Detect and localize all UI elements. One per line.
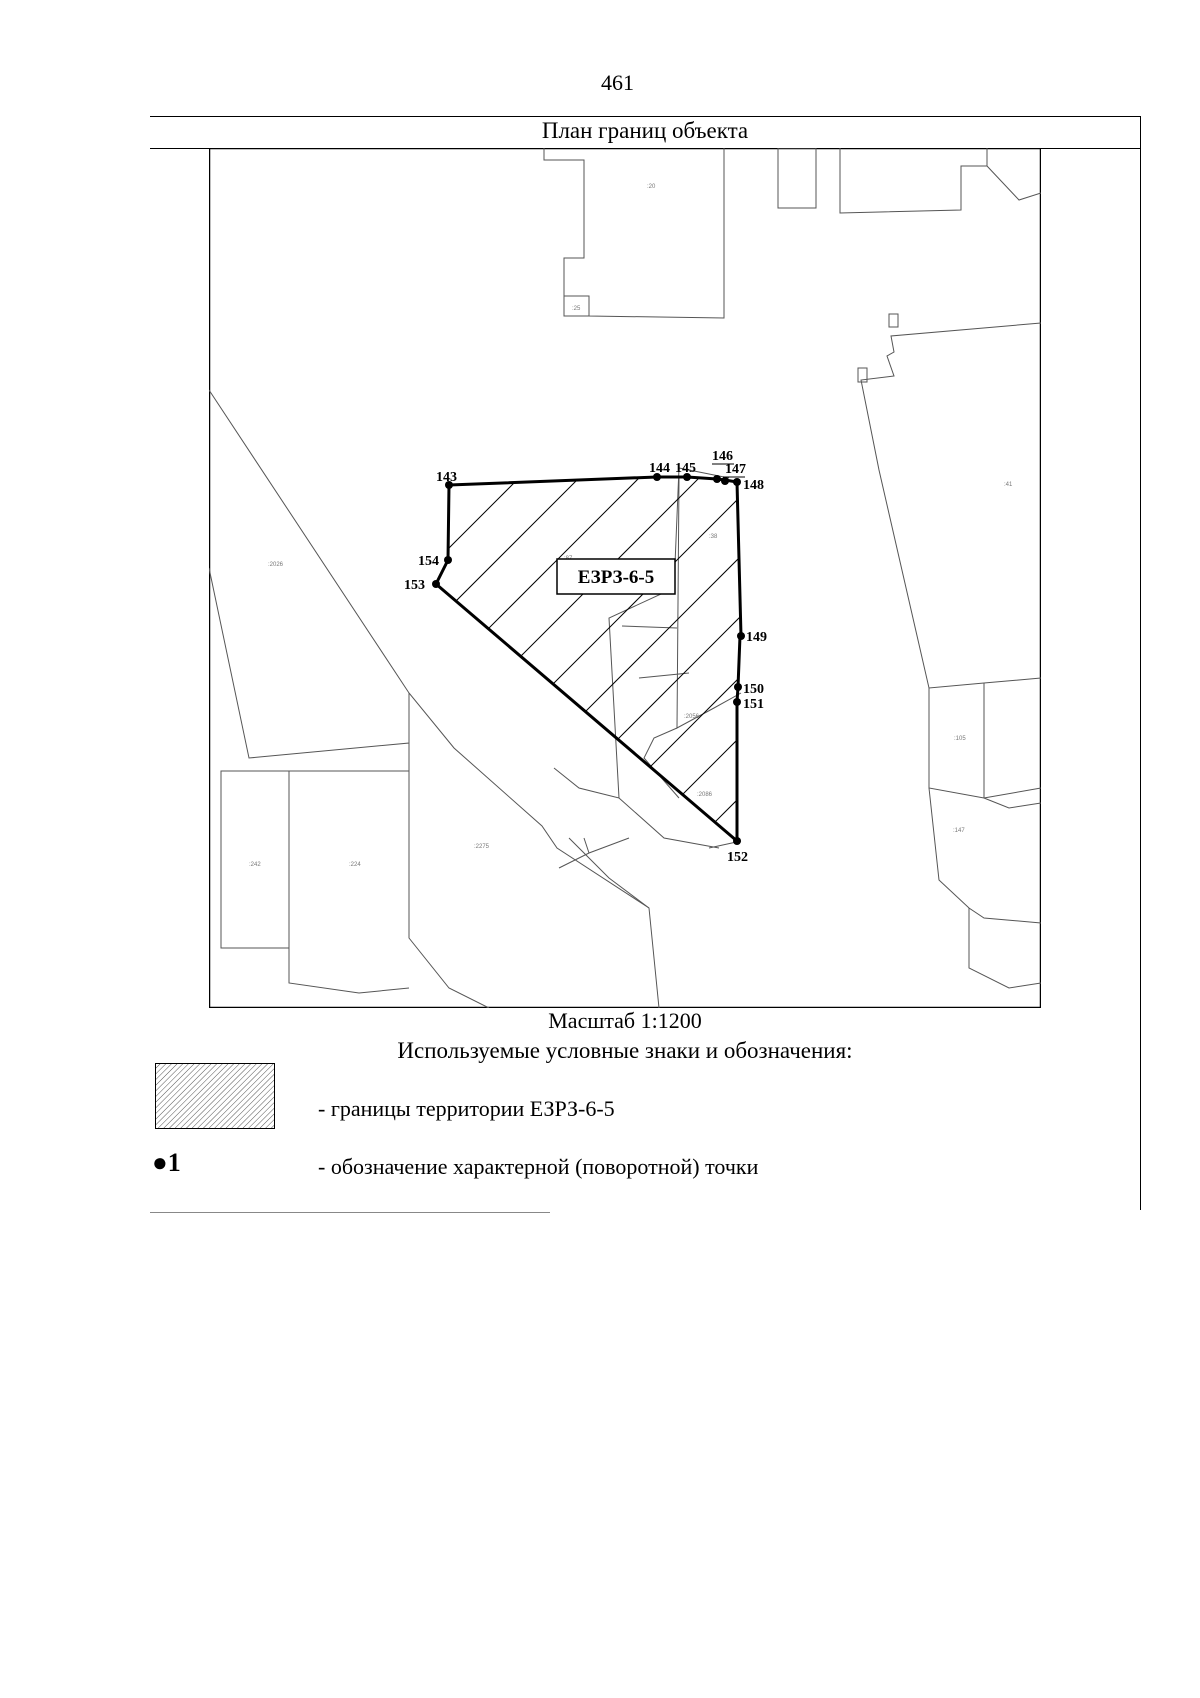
svg-text::242: :242 <box>249 862 261 868</box>
frame-top-line <box>150 116 1140 117</box>
svg-text::224: :224 <box>349 862 361 868</box>
legend-hatch-swatch <box>155 1063 275 1129</box>
svg-text::2086: :2086 <box>697 792 713 798</box>
point-label-151: 151 <box>743 697 764 712</box>
svg-text::41: :41 <box>1004 482 1013 488</box>
point-label-152: 152 <box>727 850 748 865</box>
legend-point-number: 1 <box>167 1148 181 1177</box>
legend-zone-text: - границы территории ЕЗРЗ-6-5 <box>318 1096 615 1121</box>
point-label-147: 147 <box>725 462 746 477</box>
scale-caption: Масштаб 1:1200 <box>548 1008 702 1033</box>
legend-point-text: - обозначение характерной (поворотной) точки <box>318 1154 759 1179</box>
legend-point-symbol <box>152 1148 181 1178</box>
point-label-153: 153 <box>404 578 425 593</box>
svg-text::147: :147 <box>953 828 965 834</box>
zone-label: ЕЗРЗ-6-5 <box>577 567 655 588</box>
point-label-150: 150 <box>743 682 764 697</box>
point-dot-icon: ● <box>152 1148 168 1177</box>
point-label-149: 149 <box>746 630 767 645</box>
svg-text::20: :20 <box>647 184 656 190</box>
point-label-144: 144 <box>649 461 670 476</box>
frame-bottom-line <box>150 1212 550 1213</box>
point-label-154: 154 <box>418 554 439 569</box>
svg-text::105: :105 <box>954 736 966 742</box>
point-label-145: 145 <box>675 461 696 476</box>
plan-title: План границ объекта <box>541 118 749 143</box>
legend-title: Используемые условные знаки и обозначения: <box>397 1038 853 1063</box>
svg-text::2026: :2026 <box>268 562 284 568</box>
page-number: 461 <box>601 70 634 95</box>
svg-text::2056: :2056 <box>684 714 700 720</box>
svg-text::25: :25 <box>572 306 581 312</box>
point-label-146: 146 <box>712 449 733 464</box>
point-label-148: 148 <box>743 478 764 493</box>
boundary-map <box>209 148 1041 1008</box>
svg-text::38: :38 <box>709 534 718 540</box>
point-label-143: 143 <box>436 470 457 485</box>
svg-text::2275: :2275 <box>474 844 490 850</box>
